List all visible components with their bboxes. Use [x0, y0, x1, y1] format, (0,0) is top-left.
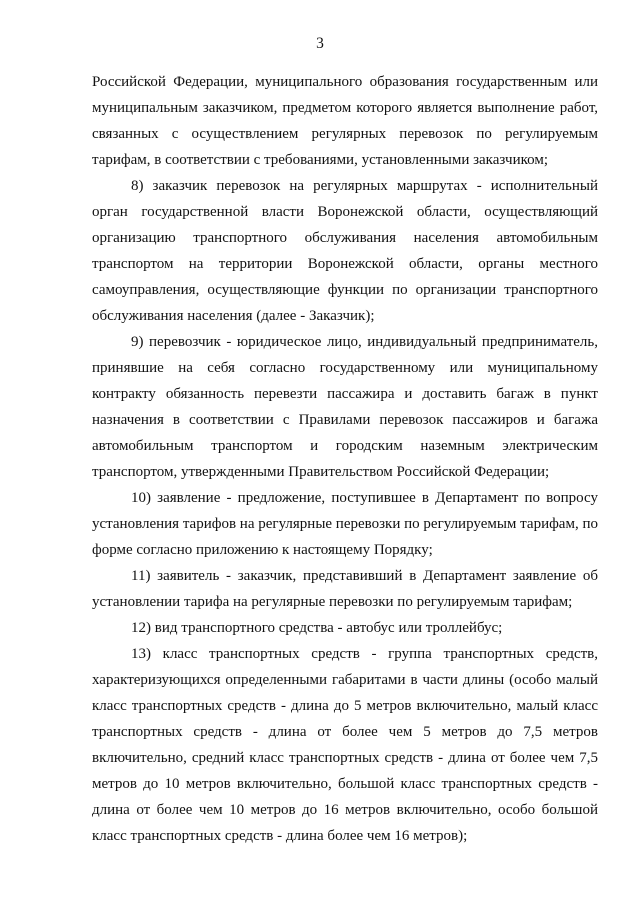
text-line: 9) перевозчик - юридическое лицо, индивидуальный предприниматель,: [131, 334, 598, 350]
paragraph-item-11: [92, 563, 598, 615]
text-line: 10) заявление - предложение, поступившее в Департамент по вопросу: [131, 490, 598, 506]
text-line: 12) вид транспортного средства - автобус или троллейбус;: [131, 620, 503, 636]
text-line: принявшие на себя согласно государственному или муниципальному: [92, 360, 598, 376]
text-line: 8) заказчик перевозок на регулярных маршрутах - исполнительный: [131, 178, 598, 194]
text-line: автомобильным транспортом и городским наземным электрическим: [92, 438, 598, 454]
paragraph-item-13: [92, 641, 598, 849]
paragraph-continuation: [92, 69, 598, 173]
text-line: 13) класс транспортных средств - группа транспортных средств,: [131, 646, 598, 662]
paragraph-item-8: [92, 173, 598, 329]
text-line: характеризующихся определенными габаритами в части длины (особо малый: [92, 672, 598, 688]
text-line: установления тарифов на регулярные перевозки по регулируемым тарифам, по: [92, 516, 598, 532]
text-line: тарифам, в соответствии с требованиями, установленными заказчиком;: [92, 152, 548, 168]
text-line: назначения в соответствии с Правилами перевозок пассажиров и багажа: [92, 412, 598, 428]
text-line: метров до 10 метров включительно, большой класс транспортных средств -: [92, 776, 598, 792]
text-line: форме согласно приложению к настоящему Порядку;: [92, 542, 433, 558]
document-body: [92, 69, 598, 849]
text-line: транспортных средств - длина от более чем 5 метров до 7,5 метров: [92, 724, 598, 740]
paragraph-item-10: [92, 485, 598, 563]
page-number: 3: [316, 35, 324, 52]
text-line: обслуживания населения (далее - Заказчик);: [92, 308, 375, 324]
text-line: включительно, средний класс транспортных средств - длина от более чем 7,5: [92, 750, 598, 766]
text-line: 11) заявитель - заказчик, представивший в Департамент заявление об: [131, 568, 598, 584]
text-line: установлении тарифа на регулярные перевозки по регулируемым тарифам;: [92, 594, 573, 610]
paragraph-item-9: [92, 329, 598, 485]
text-line: класс транспортных средств - длина более чем 16 метров);: [92, 828, 468, 844]
text-line: организацию транспортного обслуживания населения автомобильным: [92, 230, 598, 246]
text-line: муниципальным заказчиком, предметом которого является выполнение работ,: [92, 100, 598, 116]
text-line: контракту обязанность перевезти пассажира и доставить багаж в пункт: [92, 386, 598, 402]
text-line: самоуправления, осуществляющие функции по организации транспортного: [92, 282, 598, 298]
paragraph-item-12: [92, 615, 598, 641]
text-line: транспортом на территории Воронежской области, органы местного: [92, 256, 598, 272]
text-line: орган государственной власти Воронежской области, осуществляющий: [92, 204, 598, 220]
text-line: транспортом, утвержденными Правительством Российской Федерации;: [92, 464, 550, 480]
text-line: Российской Федерации, муниципального образования государственным или: [92, 74, 598, 90]
text-line: длина от более чем 10 метров до 16 метров включительно, особо большой: [92, 802, 598, 818]
text-line: связанных с осуществлением регулярных перевозок по регулируемым: [92, 126, 598, 142]
text-line: класс транспортных средств - длина до 5 метров включительно, малый класс: [92, 698, 598, 714]
